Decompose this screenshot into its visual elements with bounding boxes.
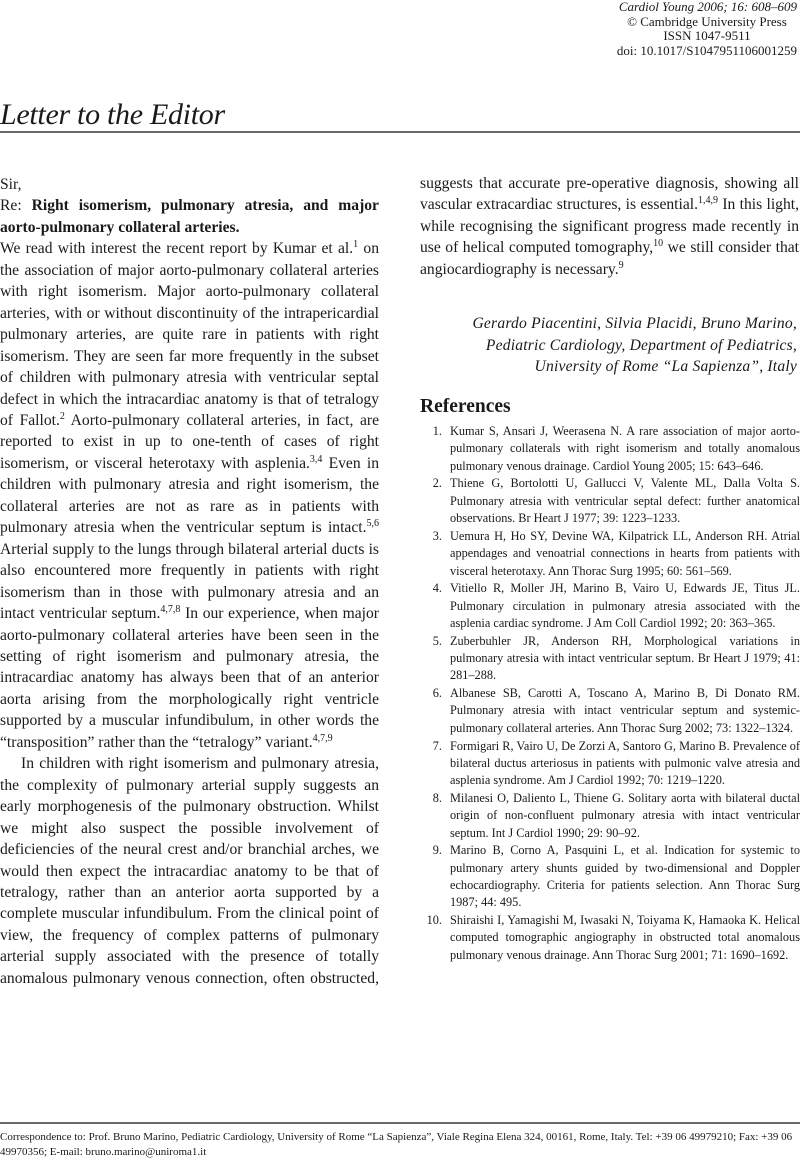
journal-citation: Cardiol Young 2006; 16: 608–609 [618,0,797,14]
copyright: © Cambridge University Press [627,13,787,29]
reference-text: Marino B, Corno A, Pasquini L, et al. Indication for systemic to pulmonary artery shunts guided by two-dimensional and Doppler echocardiography. Criteria for patients selection. Ann Thorac Surg 1987; 44: 495. [450,843,800,910]
text-segment: In this light, while recognising the significant progress made recently in use of helical computed tomography, [420,196,799,257]
left-column [0,174,379,989]
citation-superscript: 5,6 [366,518,379,530]
paragraph-1 [0,238,379,753]
reference-item [420,738,800,790]
reference-item [420,580,800,632]
citation-superscript: 3,4 [309,453,323,465]
journal-header [617,0,797,58]
reference-item [420,528,800,580]
text-segment: Even in children with pulmonary atresia and right isomerism, the collateral arteries are not as rare as in patients with pulmonary atresia when the ventricular septum is intact. [0,454,379,537]
letter-title: Right isomerism, pulmonary atresia, and major aorto-pulmonary collateral arteries. [0,197,379,236]
citation-superscript: 10 [653,238,664,250]
reference-text: Uemura H, Ho SY, Devine WA, Kilpatrick LL, Anderson RH. Atrial appendages and venoatrial connections in hearts from patients with visceral heterotaxy. Ann Thorac Surg 1995; 60: 561–569. [450,528,800,578]
re-line [0,195,379,238]
reference-number: 4. [432,581,442,596]
reference-item [420,790,800,842]
right-column [420,173,799,280]
citation-superscript: 1,4,9 [697,195,718,207]
signature [472,313,797,378]
re-prefix: Re: [0,197,32,215]
references-heading: References [420,396,511,417]
paragraph-2 [0,753,379,989]
signature-authors: Gerardo Piacentini, Silvia Placidi, Bruno Marino, [472,315,797,332]
section-title: Letter to the Editor [0,98,225,131]
footer-rule [0,1122,800,1124]
correspondence-footer: Correspondence to: Prof. Bruno Marino, Pediatric Cardiology, University of Rome “La Sapienza”, Viale Regina Elena 324, 00161, Rome, Italy. Tel: +39 06 49979210; Fax: +39 06 49970356; E-mail: bruno.marino@uniroma1.it [0,1131,793,1158]
reference-item [420,633,800,685]
reference-number: 5. [432,633,442,648]
reference-text: Shiraishi I, Yamagishi M, Iwasaki N, Toiyama K, Hamaoka K. Helical computed tomographic angiography in obstructed total anomalous pulmonary venous drainage. Ann Thorac Surg 2001; 71: 1690–1692. [450,913,800,962]
text-segment: suggests that accurate pre-operative diagnosis, showing all vascular extracardiac structures, is essential. [420,175,799,214]
citation-superscript: 4,7,8 [160,604,181,616]
reference-number: 6. [432,686,442,701]
reference-item [420,685,800,737]
citation-superscript: 4,7,9 [312,732,333,744]
reference-text: Albanese SB, Carotti A, Toscano A, Marino B, Di Donato RM. Pulmonary atresia with intact ventricular septum and systemic-pulmonary collateral arteries. Ann Thorac Surg 2002; 73: 1322–1324. [450,686,800,735]
reference-text: Zuberbuhler JR, Anderson RH, Morphological variations in pulmonary atresia with intact ventricular septum. Br Heart J 1979; 41: 281–288. [450,633,800,683]
title-rule [0,131,800,133]
doi: doi: 10.1017/S1047951106001259 [616,42,797,58]
reference-number: 7. [432,738,442,753]
paragraph-2-continued [420,173,799,280]
reference-item [420,912,800,964]
reference-item [420,842,800,911]
text-segment: We read with interest the recent report by Kumar et al. [0,240,354,258]
reference-text: Vitiello R, Moller JH, Marino B, Vairo U, Edwards JE, Titus JL. Pulmonary circulation in pulmonary atresia associated with the asplenia cardiac syndrome. J Am Coll Cardiol 1992; 20: 363–365. [450,581,800,630]
reference-number: 10. [426,913,442,928]
reference-number: 2. [432,476,442,491]
reference-item [420,475,800,527]
text-segment: In children with right isomerism and pulmonary atresia, the complexity of pulmonary arterial supply suggests an early morphogenesis of the pulmonary obstruction. Whilst we might also suspect the possible involvement of deficiencies of the neural crest and/or branchial arches, we would then expect the intracardiac anatomy to be that of tetralogy, rather than an anterior aorta supported by a complete muscular infundibulum. From the clinical point of view, the frequency of complex patterns of pulmonary arterial supply associated with the presence of totally anomalous pulmonary venous connection, often obstructed, [0,755,379,987]
reference-text: Milanesi O, Daliento L, Thiene G. Solitary aorta with bilateral ductal origin of non-confluent pulmonary atresia with intact ventricular septum. Int J Cardiol 1990; 29: 90–92. [450,790,800,840]
reference-number: 1. [432,424,442,438]
reference-item [420,423,800,475]
references-list [420,423,800,965]
text-segment: Arterial supply to the lungs through bilateral arterial ducts is also encountered more frequently in patients with right isomerism than in those with pulmonary atresia and an intact ventricular septum. [0,540,379,623]
signature-department: Pediatric Cardiology, Department of Pediatrics, [485,336,797,354]
text-segment: we still consider that angiocardiography is necessary. [420,239,799,278]
reference-text: Kumar S, Ansari J, Weerasena N. A rare association of major aorto-pulmonary collaterals with right isomerism and totally anomalous pulmonary venous drainage. Cardiol Young 2005; 15: 643–646. [450,424,800,473]
reference-number: 9. [432,843,442,858]
citation-superscript: 9 [618,259,624,271]
reference-text: Thiene G, Bortolotti U, Gallucci V, Valente ML, Dalla Volta S. Pulmonary atresia with ventricular septal defect: further anatomical observations. Br Heart J 1977; 39: 1223–1233. [450,476,800,526]
citation-superscript: 1 [353,239,359,251]
reference-number: 3. [432,528,442,543]
issn: ISSN 1047-9511 [663,28,751,43]
citation-superscript: 2 [59,410,65,422]
text-segment: on the association of major aorto-pulmonary collateral arteries with right isomerism. Major aorto-pulmonary collateral arteries, with or without discontinuity of the intrapericardial pulmonary arteries, are quite rare in patients with right isomerism. They are seen far more frequently in the subset of children with pulmonary atresia with ventricular septal defect in which the intracardiac anatomy is that of tetralogy of Fallot. [0,240,379,429]
reference-text: Formigari R, Vairo U, De Zorzi A, Santoro G, Marino B. Prevalence of bilateral ductus arteriosus in patients with pulmonic valve atresia and asplenia syndrome. Am J Cardiol 1992; 70: 1219–1220. [450,738,800,788]
salutation: Sir, [0,176,22,193]
signature-university: University of Rome “La Sapienza”, Italy [534,358,797,375]
reference-number: 8. [432,790,442,805]
text-segment: Aorto-pulmonary collateral arteries, in fact, are reported to exist in up to one-tenth of cases of right isomerism, or visceral heterotaxy with asplenia. [0,411,379,472]
text-segment: In our experience, when major aorto-pulmonary collateral arteries have been seen in the setting of right isomerism and pulmonary atresia, the intracardiac anatomy has always been that of an anterior aorta arising from the morphologically right ventricle supported by a muscular infundibulum, in other words the “transposition” rather than the “tetralogy” variant. [0,605,379,751]
